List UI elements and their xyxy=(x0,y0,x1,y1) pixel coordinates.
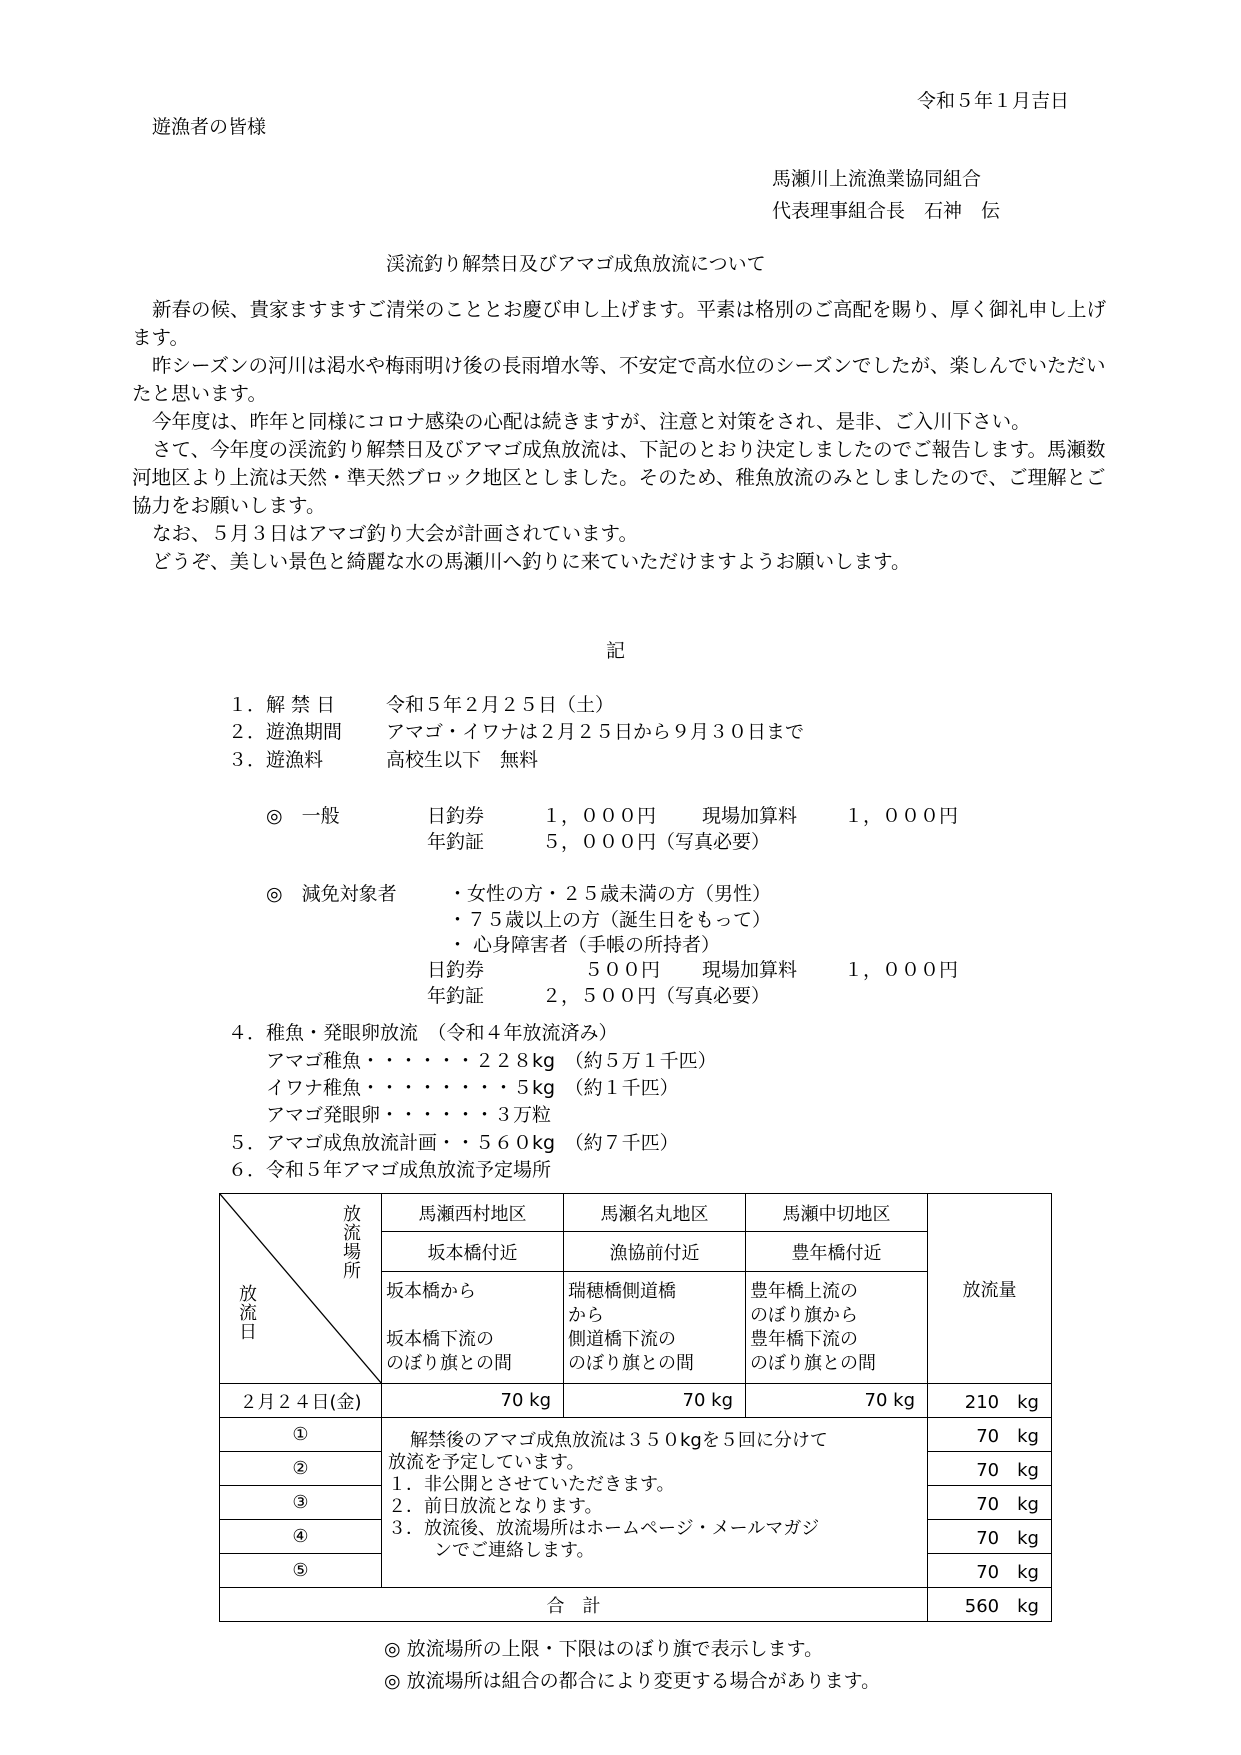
range-line: のぼり旗との間 xyxy=(750,1352,876,1374)
area-place: 坂本橋付近 xyxy=(382,1232,564,1272)
ki-heading: 記 xyxy=(606,640,626,662)
area-range xyxy=(564,1272,746,1384)
item-2-value: アマゴ・イワナは２月２５日から９月３０日まで xyxy=(386,721,805,743)
item-1-label: １．解 禁 日 xyxy=(228,694,336,716)
paragraph: なお、５月３日はアマゴ釣り大会が計画されています。 xyxy=(152,522,638,545)
first-release-date: ２月２４日(金) xyxy=(220,1384,382,1418)
round-amount: 70 kg xyxy=(928,1418,1052,1452)
range-line: 豊年橋下流の xyxy=(750,1328,858,1350)
first-release-amount: 70 kg xyxy=(564,1384,746,1418)
item-1-value: 令和５年２月２５日（土） xyxy=(386,694,615,716)
document-date: 令和５年１月吉日 xyxy=(917,90,1070,112)
paragraph: 新春の候、貴家ますますご清栄のこととお慶び申し上げます。平素は格別のご高配を賜り、厚く御礼申し上げます。 xyxy=(132,298,1106,349)
footnote: ◎ 放流場所は組合の都合により変更する場合があります。 xyxy=(384,1670,881,1692)
range-line: 坂本橋下流の xyxy=(386,1328,494,1350)
item-4-label: ４．稚魚・発眼卵放流 （令和４年放流済み） xyxy=(228,1022,618,1044)
general-day-price: １，０００円 xyxy=(542,805,657,827)
total-amount: 560 kg xyxy=(928,1588,1052,1622)
general-onsite-label: 現場加算料 xyxy=(702,805,798,827)
footnote: ◎ 放流場所の上限・下限はのぼり旗で表示します。 xyxy=(384,1638,824,1660)
area-range xyxy=(382,1272,564,1384)
round-label: ③ xyxy=(220,1486,382,1520)
round-amount: 70 kg xyxy=(928,1486,1052,1520)
paragraph: 昨シーズンの河川は渇水や梅雨明け後の長雨増水等、不安定で高水位のシーズンでしたが、楽しんでいただいたと思います。 xyxy=(132,354,1106,405)
reduced-day-label: 日釣券 xyxy=(427,959,485,981)
note-line: 放流を予定しています。 xyxy=(388,1452,585,1473)
round-label: ① xyxy=(220,1418,382,1452)
round-amount: 70 kg xyxy=(928,1452,1052,1486)
round-label: ② xyxy=(220,1452,382,1486)
item-5: ５．アマゴ成魚放流計画・・５６０kg （約７千匹） xyxy=(228,1132,679,1154)
range-line: のぼり旗から xyxy=(750,1304,858,1326)
note-line: 解禁後のアマゴ成魚放流は３５０kgを５回に分けて xyxy=(410,1430,828,1451)
round-amount: 70 kg xyxy=(928,1520,1052,1554)
item-2-label: ２．遊漁期間 xyxy=(228,721,343,743)
area-name: 馬瀬西村地区 xyxy=(382,1194,564,1232)
general-onsite-price: １，０００円 xyxy=(844,805,959,827)
note-line: ２．前日放流となります。 xyxy=(388,1496,603,1517)
addressee: 遊漁者の皆様 xyxy=(152,116,267,138)
round-label: ④ xyxy=(220,1520,382,1554)
reduced-onsite-label: 現場加算料 xyxy=(702,959,798,981)
range-line: 豊年橋上流の xyxy=(750,1280,858,1302)
general-label: ◎ 一般 xyxy=(266,805,340,827)
organization-name: 馬瀬川上流漁業協同組合 xyxy=(772,168,982,190)
range-line xyxy=(386,1304,559,1328)
table-corner-cell xyxy=(220,1194,382,1384)
range-line: 瑞穂橋側道橋 xyxy=(568,1280,676,1302)
total-label: 合 計 xyxy=(220,1588,928,1622)
representative: 代表理事組合長 石神 伝 xyxy=(772,200,1001,222)
note-line: ３．放流後、放流場所はホームページ・メールマガジ xyxy=(388,1518,820,1539)
general-day-label: 日釣券 xyxy=(427,805,485,827)
reduced-condition: ・７５歳以上の方（誕生日をもって） xyxy=(448,909,772,931)
first-release-amount: 70 kg xyxy=(382,1384,564,1418)
reduced-year-label: 年釣証 xyxy=(427,985,485,1007)
first-release-amount: 70 kg xyxy=(746,1384,928,1418)
range-line: のぼり旗との間 xyxy=(568,1352,694,1374)
area-range xyxy=(746,1272,928,1384)
item-4-detail: イワナ稚魚・・・・・・・・５kg （約１千匹） xyxy=(266,1077,679,1099)
paragraph: どうぞ、美しい景色と綺麗な水の馬瀬川へ釣りに来ていただけますようお願いします。 xyxy=(152,550,911,573)
area-name: 馬瀬名丸地区 xyxy=(564,1194,746,1232)
item-4-detail: アマゴ発眼卵・・・・・・３万粒 xyxy=(266,1104,552,1126)
round-amount: 70 kg xyxy=(928,1554,1052,1588)
item-3-label: ３．遊漁料 xyxy=(228,749,324,771)
area-place: 漁協前付近 xyxy=(564,1232,746,1272)
area-name: 馬瀬中切地区 xyxy=(746,1194,928,1232)
reduced-onsite-price: １，０００円 xyxy=(844,959,959,981)
corner-header-place: 放流場所 xyxy=(340,1204,361,1280)
amount-header: 放流量 xyxy=(928,1194,1052,1384)
reduced-condition: ・ 心身障害者（手帳の所持者） xyxy=(448,934,721,956)
note-line: ンでご連絡します。 xyxy=(434,1540,595,1561)
range-line: 坂本橋から xyxy=(386,1280,476,1302)
first-release-total: 210 kg xyxy=(928,1384,1052,1418)
corner-header-date: 放流日 xyxy=(236,1284,257,1341)
general-year-price: ５，０００円（写真必要） xyxy=(542,831,771,853)
note-line: １．非公開とさせていただきます。 xyxy=(388,1474,675,1495)
area-place: 豊年橋付近 xyxy=(746,1232,928,1272)
general-year-label: 年釣証 xyxy=(427,831,485,853)
reduced-label: ◎ 減免対象者 xyxy=(266,883,397,905)
range-line: から xyxy=(568,1304,604,1326)
range-line: のぼり旗との間 xyxy=(386,1352,512,1374)
reduced-day-price: ５００円 xyxy=(584,959,661,981)
release-schedule-table xyxy=(219,1193,1052,1622)
paragraph: さて、今年度の渓流釣り解禁日及びアマゴ成魚放流は、下記のとおり決定しましたのでご報告します。馬瀬数河地区より上流は天然・準天然ブロック地区としました。そのため、稚魚放流のみとしましたので、ご理解とご協力をお願いします。 xyxy=(132,438,1106,517)
item-3-value: 高校生以下 無料 xyxy=(386,749,539,771)
body-text xyxy=(132,296,1122,576)
item-6: ６．令和５年アマゴ成魚放流予定場所 xyxy=(228,1159,552,1181)
range-line: 側道橋下流の xyxy=(568,1328,676,1350)
reduced-year-price: ２，５００円（写真必要） xyxy=(542,985,771,1007)
paragraph: 今年度は、昨年と同様にコロナ感染の心配は続きますが、注意と対策をされ、是非、ご入川下さい。 xyxy=(152,410,1031,433)
release-note xyxy=(382,1418,928,1588)
round-label: ⑤ xyxy=(220,1554,382,1588)
reduced-condition: ・女性の方・２５歳未満の方（男性） xyxy=(448,883,772,905)
document-title: 渓流釣り解禁日及びアマゴ成魚放流について xyxy=(386,253,766,275)
item-4-detail: アマゴ稚魚・・・・・・２２８kg （約５万１千匹） xyxy=(266,1050,717,1072)
